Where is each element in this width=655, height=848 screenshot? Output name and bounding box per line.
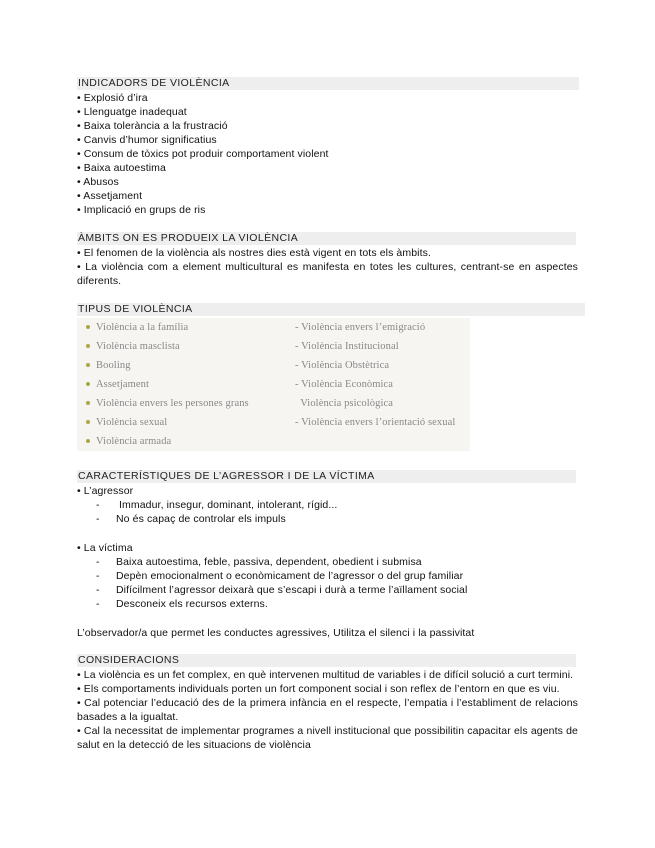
list-item: • Baixa autoestima (77, 162, 166, 174)
list-item: Depèn emocionalment o econòmicament de l’agressor o del grup familiar (116, 570, 464, 582)
list-item: • Consum de tòxics pot produir comportament violent (77, 148, 329, 160)
list-item: • Implicació en grups de ris (77, 204, 206, 216)
list-item: • Llenguatge inadequat (77, 106, 187, 118)
dash-marker: - (96, 598, 100, 610)
tipus-item: - Violència Institucional (295, 341, 399, 352)
agressor-label: • L’agressor (77, 485, 134, 497)
list-item: • Els comportaments individuals porten un fort component social i son reflex de l’entorn en que es viu. (77, 683, 560, 695)
section-heading-caracteristiques: CARACTERÍSTIQUES DE L’AGRESSOR I DE LA VÍCTIMA (77, 470, 576, 483)
victima-label: • La víctima (77, 542, 133, 554)
tipus-item: Violència envers les persones grans (96, 398, 249, 409)
list-item: • Assetjament (77, 190, 143, 202)
list-item: Difícilment l’agressor deixarà que s’escapi i durà a terme l’aïllament social (116, 584, 468, 596)
tipus-item: Violència psicològica (295, 398, 393, 409)
tipus-item: - Violència envers l’emigració (295, 322, 426, 333)
list-item: • Baixa tolerància a la frustració (77, 120, 228, 132)
bullet-icon (86, 325, 90, 329)
list-item: Immadur, insegur, dominant, intolerant, rígid... (116, 499, 338, 511)
bullet-icon (86, 363, 90, 367)
ambits-line: • El fenomen de la violència als nostres dies està vigent en tots els àmbits. (77, 247, 431, 259)
list-item: • La violència es un fet complex, en què intervenen multitud de variables i de difícil solució a curt termini. (77, 669, 574, 681)
tipus-item: - Violència envers l’orientació sexual (295, 417, 456, 428)
tipus-item: Violència sexual (96, 417, 168, 428)
list-item: • Explosió d’ira (77, 92, 148, 104)
section-heading-indicadors: INDICADORS DE VIOLÈNCIA (77, 77, 579, 90)
list-item: • Cal la necessitat de implementar programes a nivell institucional que possibilitin capacitar els agents de salut en la detecció de les situacions de violència (77, 725, 578, 751)
dash-marker: - (96, 570, 100, 582)
tipus-item: - Violència Obstètrica (295, 360, 390, 371)
list-item: • Canvis d’humor significatius (77, 134, 217, 146)
list-item: No és capaç de controlar els impuls (116, 513, 286, 525)
list-item: Baixa autoestima, feble, passiva, dependent, obedient i submisa (116, 556, 422, 568)
tipus-item: Assetjament (96, 379, 150, 390)
dash-marker: - (96, 513, 100, 525)
tipus-item: Booling (96, 360, 131, 371)
section-heading-ambits: ÀMBITS ON ES PRODUEIX LA VIOLÈNCIA (77, 232, 576, 245)
tipus-item: Violència a la família (96, 322, 189, 333)
dash-marker: - (96, 584, 100, 596)
section-heading-tipus: TIPUS DE VIOLÈNCIA (77, 303, 585, 316)
section-heading-consideracions: CONSIDERACIONS (77, 654, 576, 667)
dash-marker: - (96, 499, 100, 511)
list-item: • Cal potenciar l’educació des de la primera infància en el respecte, l’empatia i l’establiment de relacions basades a la igualtat. (77, 697, 578, 723)
bullet-icon (86, 344, 90, 348)
list-item: • Abusos (77, 176, 119, 188)
bullet-icon (86, 382, 90, 386)
dash-marker: - (96, 556, 100, 568)
observador-text: L’observador/a que permet les conductes agressives, Utilitza el silenci i la passivitat (77, 627, 475, 639)
ambits-line: • La violència com a element multicultural es manifesta en totes les cultures, centrant-se en aspectes diferents. (77, 261, 578, 287)
list-item: Desconeix els recursos externs. (116, 598, 268, 610)
tipus-item: Violència masclista (96, 341, 180, 352)
bullet-icon (86, 420, 90, 424)
bullet-icon (86, 439, 90, 443)
tipus-item: - Violència Econòmica (295, 379, 394, 390)
tipus-item: Violència armada (96, 436, 172, 447)
bullet-icon (86, 401, 90, 405)
